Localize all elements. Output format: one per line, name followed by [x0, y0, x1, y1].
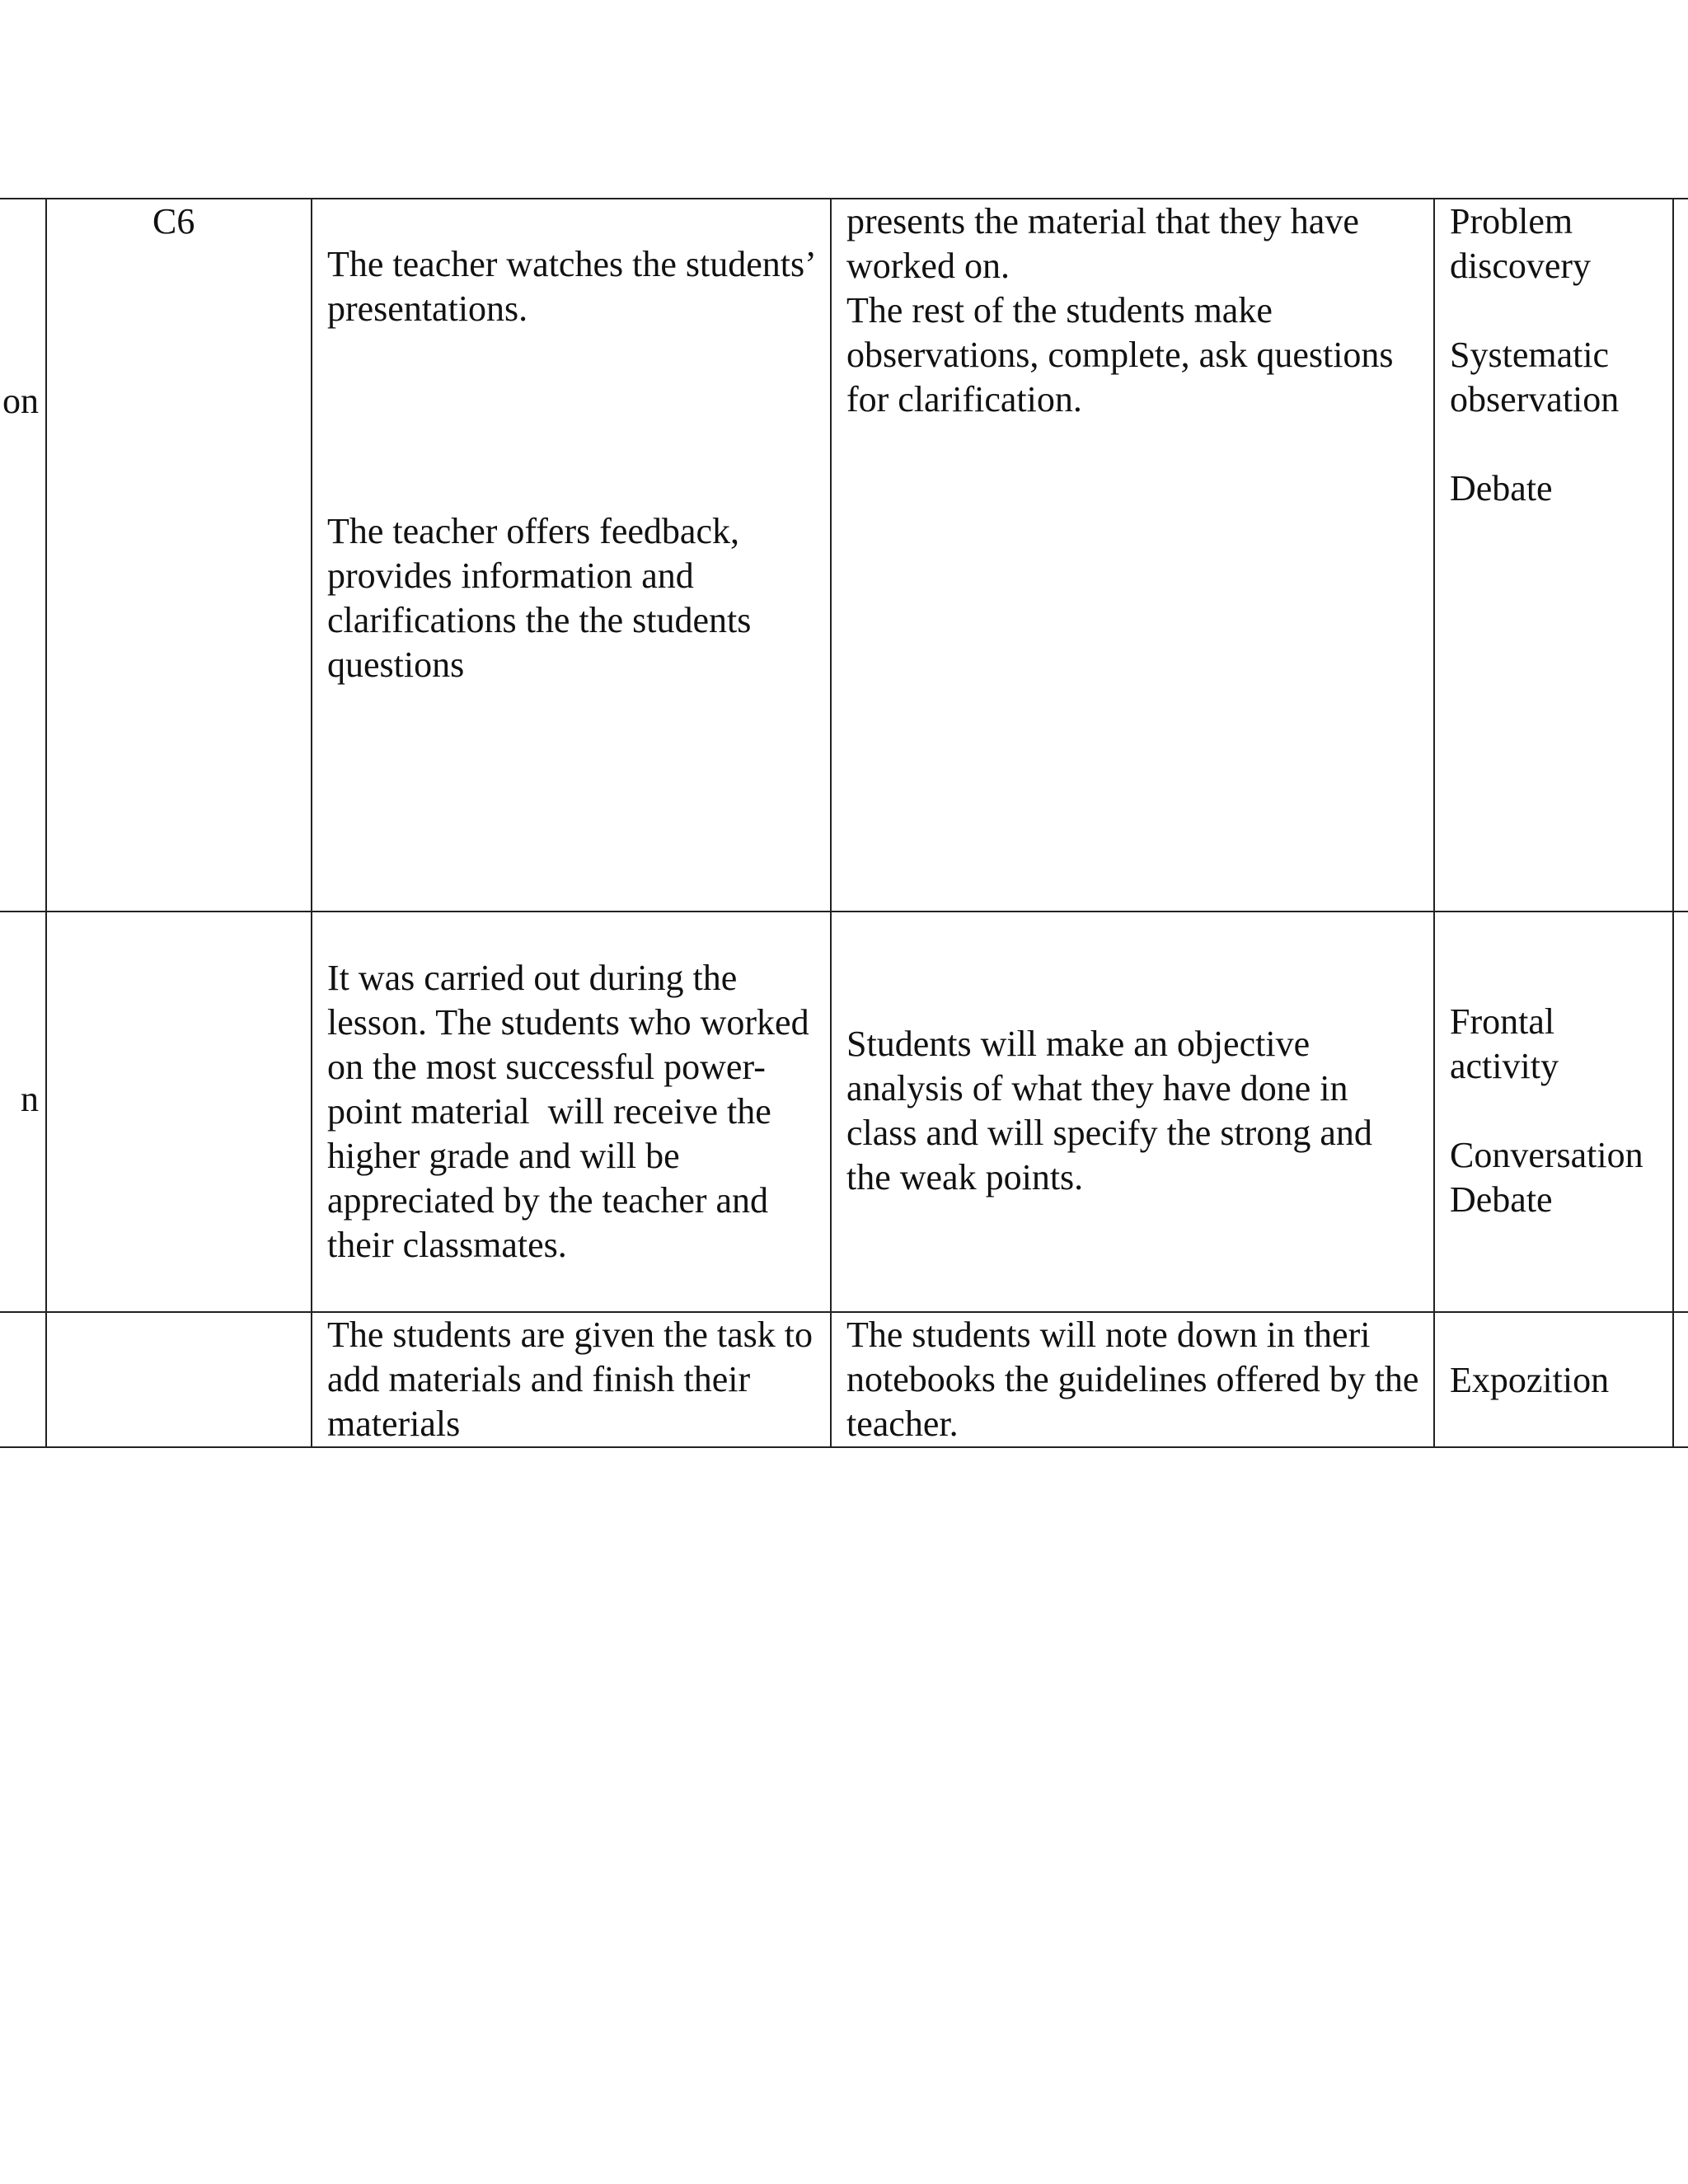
teacher-activity-text: The teacher offers feedback, provides information and clarifications the the students questions [327, 511, 761, 685]
competence-cell [46, 1312, 312, 1447]
student-activity-text: The students will note down in theri notebooks the guidelines offered by the teacher. [846, 1315, 1428, 1444]
teacher-activity-text: The students are given the task to add materials and finish their materials [327, 1315, 822, 1444]
stage-cell [0, 199, 46, 912]
methods-cell [1434, 1312, 1673, 1447]
student-activity-text: Students will make an objective analysis of what they have done in class and will specify the strong and the weak points. [846, 1024, 1381, 1197]
stage-cell [0, 1312, 46, 1447]
methods-text: Expozition [1450, 1360, 1610, 1400]
competence-code: C6 [152, 201, 195, 241]
teacher-activity-cell [312, 1312, 831, 1447]
table-row [0, 1312, 1688, 1447]
teacher-activity-cell [312, 912, 831, 1312]
teacher-activity-text: It was carried out during the lesson. The students who worked on the most successful power-point material will receive the higher grade and will be appreciated by the teacher and their classmates. [327, 958, 818, 1265]
teacher-activity-text: The teacher watches the students’ presentations. [327, 244, 823, 329]
methods-text: Frontal activity Conversation Debate [1450, 1001, 1643, 1220]
competence-cell [46, 199, 312, 912]
edge-cell [1673, 199, 1688, 912]
lesson-plan-table [0, 198, 1688, 1448]
student-activity-cell [831, 912, 1434, 1312]
student-activity-text: presents the material that they have worked on. The rest of the students make observations, complete, ask questions for clarification. [846, 201, 1394, 419]
student-activity-cell [831, 199, 1434, 912]
table-row [0, 912, 1688, 1312]
competence-cell [46, 912, 312, 1312]
edge-cell [1673, 1312, 1688, 1447]
student-activity-cell [831, 1312, 1434, 1447]
methods-text: Problem discovery Systematic observation Debate [1450, 201, 1620, 509]
stage-fragment: on [2, 381, 39, 421]
table-row [0, 199, 1688, 912]
stage-cell [0, 912, 46, 1312]
methods-cell [1434, 199, 1673, 912]
teacher-activity-cell [312, 199, 831, 912]
edge-cell [1673, 912, 1688, 1312]
stage-fragment: n [21, 1079, 39, 1119]
methods-cell [1434, 912, 1673, 1312]
